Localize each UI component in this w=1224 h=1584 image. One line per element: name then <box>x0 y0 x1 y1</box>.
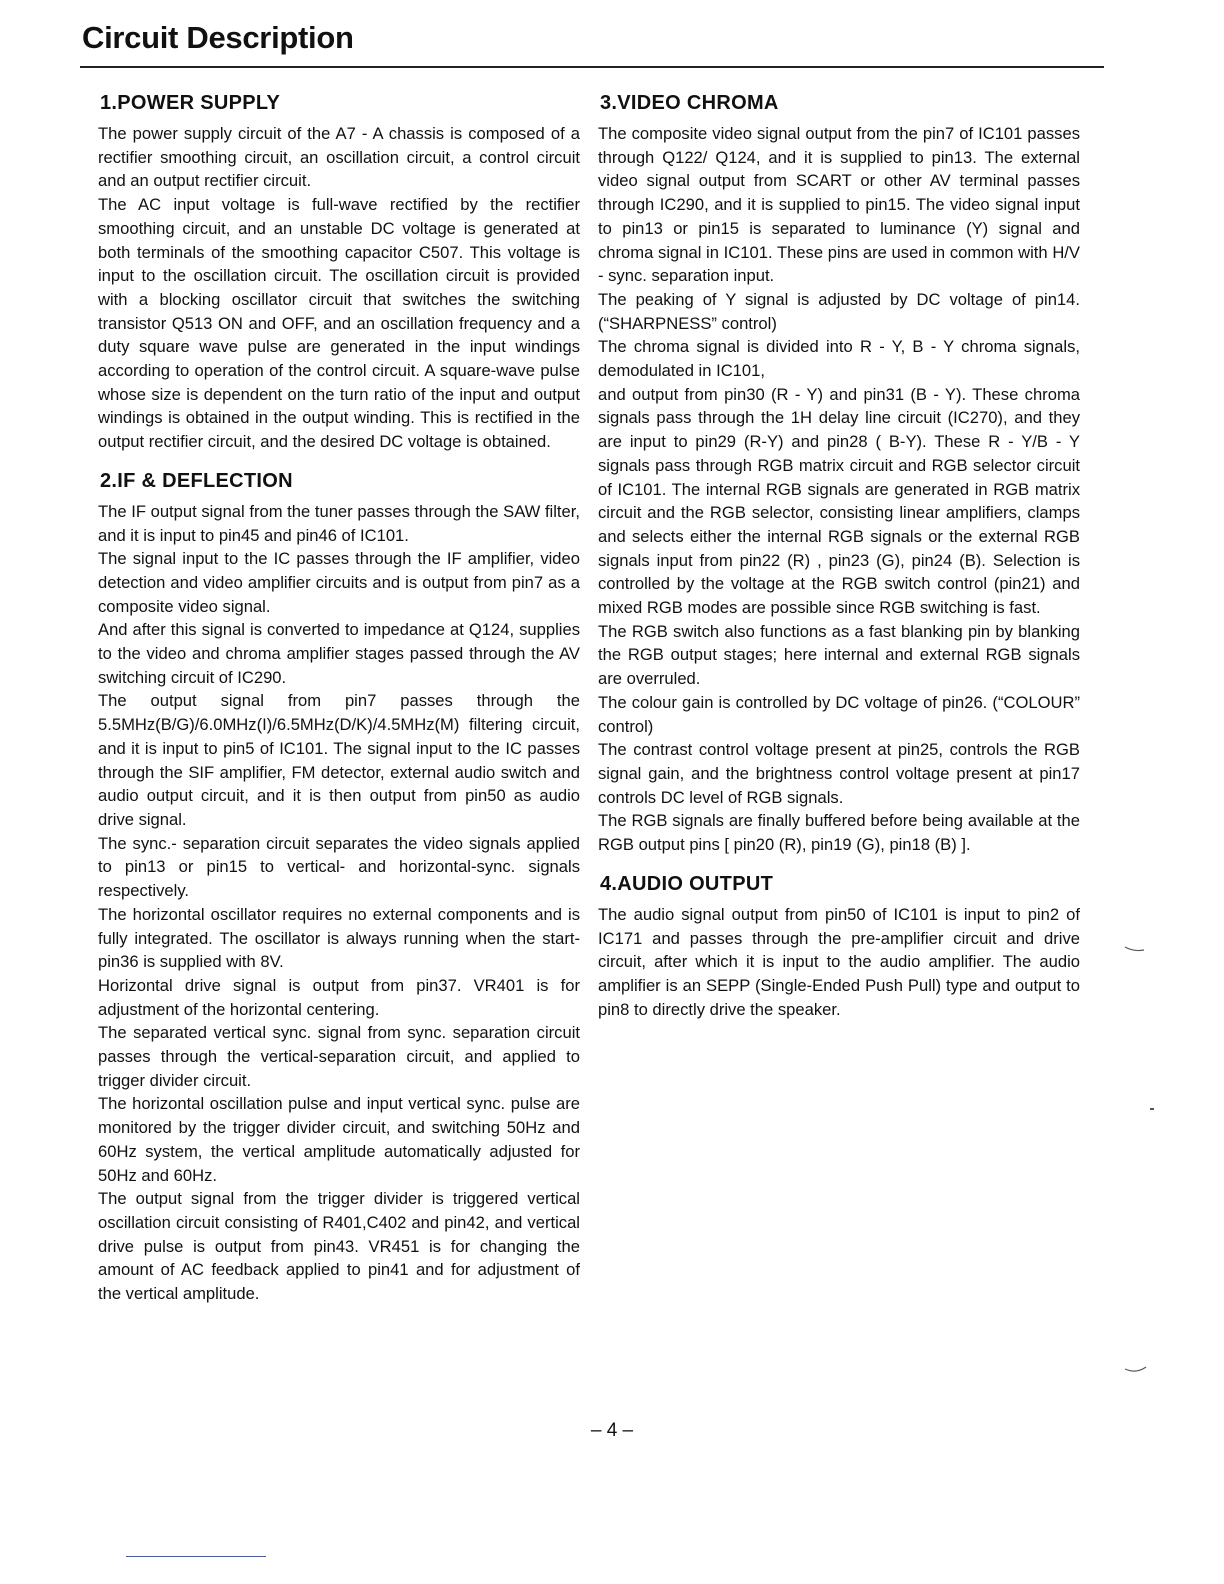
paragraph: The horizontal oscillator requires no external components and is fully integrated. The oscillator is always running when the start-pin36 is supplied with 8V. <box>98 904 580 972</box>
page-number: – 4 – <box>590 1420 634 1441</box>
paragraph: The peaking of Y signal is adjusted by DC voltage of pin14.(“SHARPNESS” control) <box>598 289 1080 333</box>
paragraph: Horizontal drive signal is output from pin37. VR401 is for adjustment of the horizontal centering. <box>98 975 580 1019</box>
page-title: Circuit Description <box>82 20 354 55</box>
paragraph: The horizontal oscillation pulse and input vertical sync. pulse are monitored by the trigger divider circuit, and switching 50Hz and 60Hz system, the vertical amplitude automatically adjusted for 50Hz and 60Hz. <box>98 1094 580 1185</box>
right-column <box>598 90 1080 1035</box>
left-column <box>98 90 580 1320</box>
paragraph: The output signal from the trigger divider is triggered vertical oscillation circuit consisting of R401,C402 and pin42, and vertical drive pulse is output from pin43. VR451 is for changing the amount of AC feedback applied to pin41 and for adjustment of the vertical amplitude. <box>98 1189 580 1304</box>
scan-mark <box>1124 1364 1148 1376</box>
paragraph: and output from pin30 (R - Y) and pin31 (B - Y). These chroma signals pass through the 1H delay line circuit (IC270), and they are input to pin29 (R-Y) and pin28 ( B-Y). These R - Y/B - Y signals pass through RGB matrix circuit and RGB selector circuit of IC101. The internal RGB signals are generated in RGB matrix circuit and the RGB selector, consisting linear amplifiers, clamps and selects either the internal RGB signals or the external RGB signals input from pin22 (R) , pin23 (G), pin24 (B). Selection is controlled by the voltage at the RGB switch control (pin21) and mixed RGB modes are possible since RGB switching is fast. <box>598 384 1080 618</box>
paragraph: The chroma signal is divided into R - Y, B - Y chroma signals, demodulated in IC101, <box>598 337 1080 381</box>
paragraph: The RGB signals are finally buffered before being available at the RGB output pins [ pin20 (R), pin19 (G), pin18 (B) ]. <box>598 811 1080 855</box>
section-heading: 3.VIDEO CHROMA <box>600 92 779 114</box>
paragraph: The signal input to the IC passes through the IF amplifier, video detection and video amplifier circuits and is output from pin7 as a composite video signal. <box>98 549 580 616</box>
paragraph: The IF output signal from the tuner passes through the SAW filter, and it is input to pin45 and pin46 of IC101. <box>98 501 580 545</box>
section-heading: 2.IF & DEFLECTION <box>100 469 293 492</box>
paragraph: The power supply circuit of the A7 - A chassis is composed of a rectifier smoothing circuit, an oscillation circuit, a control circuit and an output rectifier circuit. <box>98 124 580 191</box>
paragraph: The sync.- separation circuit separates the video signals applied to pin13 or pin15 to vertical- and horizontal-sync. signals respectively. <box>98 833 580 901</box>
footer-rule <box>126 1556 266 1557</box>
section-audio-output <box>598 871 1080 1022</box>
section-if-deflection <box>98 468 580 1306</box>
paragraph: And after this signal is converted to impedance at Q124, supplies to the video and chroma amplifier stages passed through the AV switching circuit of IC290. <box>98 620 580 687</box>
paragraph: The separated vertical sync. signal from sync. separation circuit passes through the vertical-separation circuit, and applied to trigger divider circuit. <box>98 1023 580 1090</box>
paragraph: The contrast control voltage present at pin25, controls the RGB signal gain, and the brightness control voltage present at pin17 controls DC level of RGB signals. <box>598 740 1080 807</box>
paragraph: The AC input voltage is full-wave rectified by the rectifier smoothing circuit, and an unstable DC voltage is generated at both terminals of the smoothing capacitor C507. This voltage is input to the oscillation circuit. The oscillation circuit is provided with a blocking oscillator circuit that switches the switching transistor Q513 ON and OFF, and an oscillation frequency and a duty square wave pulse are generated in the input windings according to operation of the control circuit. A square-wave pulse whose size is dependent on the turn ratio of the input and output windings is obtained in the output winding. This is rectified in the output rectifier circuit, and the desired DC voltage is obtained. <box>98 195 580 452</box>
title-rule <box>80 66 1104 68</box>
section-video-chroma <box>598 90 1080 857</box>
section-heading: 4.AUDIO OUTPUT <box>600 872 774 895</box>
section-heading: 1.POWER SUPPLY <box>100 92 281 114</box>
paragraph: The audio signal output from pin50 of IC101 is input to pin2 of IC171 and passes through the pre-amplifier circuit and drive circuit, after which it is input to the audio amplifier. The audio amplifier is an SEPP (Single-Ended Push Pull) type and output to pin8 to directly drive the speaker. <box>598 904 1080 1019</box>
scan-mark <box>1150 1108 1156 1112</box>
paragraph: The colour gain is controlled by DC voltage of pin26. (“COLOUR” control) <box>598 692 1080 736</box>
paragraph: The RGB switch also functions as a fast blanking pin by blanking the RGB output stages; here internal and external RGB signals are overruled. <box>598 621 1080 689</box>
paragraph: The composite video signal output from the pin7 of IC101 passes through Q122/ Q124, and it is supplied to pin13. The external video signal output from SCART or other AV terminal passes through IC290, and it is supplied to pin15. The video signal input to pin13 or pin15 is separated to luminance (Y) signal and chroma signal in IC101. These pins are used in common with H/V - sync. separation input. <box>598 124 1080 286</box>
section-power-supply <box>98 90 580 454</box>
scan-mark <box>1124 944 1146 954</box>
paragraph: The output signal from pin7 passes through the 5.5MHz(B/G)/6.0MHz(I)/6.5MHz(D/K)/4.5MHz(M) filtering circuit, and it is input to pin5 of IC101. The signal input to the IC passes through the SIF amplifier, FM detector, external audio switch and audio output circuit, and it is then output from pin50 as audio drive signal. <box>98 691 580 829</box>
